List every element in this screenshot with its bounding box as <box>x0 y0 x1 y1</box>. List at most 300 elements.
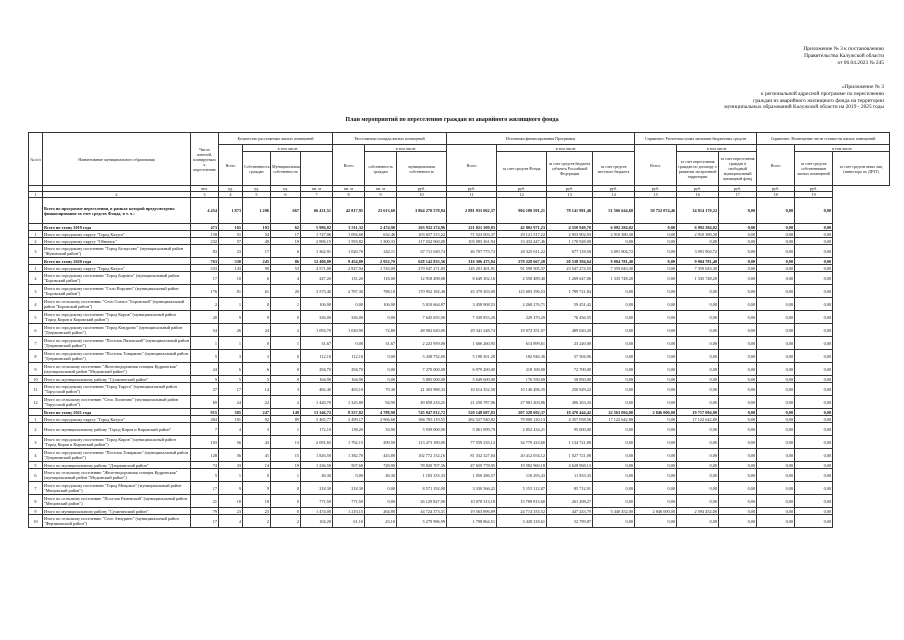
municipality-name: Итого по городскому поселению "Город Киров" (муниципальный район "Город Киров и Кировский район") <box>43 436 191 449</box>
value-cell: 0,00 <box>757 198 795 224</box>
value-cell: 5 440 452,00 <box>593 508 635 515</box>
value-cell: 7 359 043,30 <box>593 265 635 272</box>
value-cell: 0,00 <box>719 436 757 449</box>
municipality-name: Итого по муниципальному району "Сухиничский район" <box>43 376 191 383</box>
value-cell: 5 061 899,79 <box>447 423 497 436</box>
value-cell: 158 <box>191 231 219 238</box>
value-cell: 0,00 <box>757 376 795 383</box>
value-cell: 23 547 274,55 <box>547 265 593 272</box>
value-cell: 8 571 192,00 <box>397 482 447 495</box>
value-cell: 103 083 361,94 <box>447 238 497 245</box>
value-cell: 1 020,70 <box>333 245 365 258</box>
value-cell: 0,00 <box>593 396 635 409</box>
value-cell: 43,10 <box>365 515 397 528</box>
value-cell: 2 <box>191 298 219 311</box>
column-number-cell: 5 <box>243 192 271 198</box>
value-cell: 0,00 <box>635 324 677 337</box>
table-row <box>29 482 890 495</box>
value-cell: 0,00 <box>677 337 719 350</box>
value-cell: 164,90 <box>333 376 365 383</box>
value-cell: 0,00 <box>593 383 635 396</box>
value-cell: 0,00 <box>757 298 795 311</box>
value-cell: 299,50 <box>365 436 397 449</box>
value-cell: 5 986,82 <box>301 224 333 231</box>
value-cell: 10 614 352,58 <box>447 383 497 396</box>
units-cell: руб. <box>795 186 833 192</box>
value-cell: 0,00 <box>365 482 397 495</box>
value-cell: 0,00 <box>757 363 795 376</box>
table-row <box>29 231 890 238</box>
row-number: 9 <box>29 508 43 515</box>
value-cell: 0,00 <box>757 272 795 285</box>
value-cell: 0,00 <box>757 462 795 469</box>
value-cell: 0,00 <box>635 231 677 238</box>
table-row <box>29 409 890 416</box>
municipality-name: Итого по муниципальному району "Дзержинский район" <box>43 462 191 469</box>
value-cell: 143 <box>219 265 243 272</box>
value-cell: 1 <box>219 337 243 350</box>
value-cell: 2 <box>271 396 301 409</box>
value-cell: 0,00 <box>757 350 795 363</box>
value-cell: 181 <box>219 416 243 423</box>
table-row <box>29 515 890 528</box>
value-cell: 20 325 611,22 <box>497 245 547 258</box>
table-row <box>29 324 890 337</box>
value-cell: 78 141 981,46 <box>547 198 593 224</box>
value-cell: 19 <box>271 462 301 469</box>
value-cell: 263 932 274,96 <box>397 224 447 231</box>
column-number-cell: 3 <box>191 192 219 198</box>
value-cell: 0,00 <box>795 462 833 469</box>
value-cell: 20 <box>271 285 301 298</box>
municipality-name: Итого по сельскому поселению "Село Лопатино" (муниципальный район "Тарусский район") <box>43 396 191 409</box>
value-cell: 0,00 <box>795 198 833 224</box>
value-cell: 247,20 <box>301 272 333 285</box>
row-number <box>29 258 43 265</box>
value-cell: 1 020,90 <box>333 324 365 337</box>
value-cell: 2 223 959,00 <box>397 337 447 350</box>
municipality-name: Итого по сельскому поселению "Село Совхоз "Боровский" (муниципальный район "Боровский район") <box>43 298 191 311</box>
table-body <box>29 198 890 528</box>
col-header-econ-contract: за счет переселения граждан по договору о развитии застроенной территории <box>677 152 719 186</box>
value-cell: 23 613,60 <box>365 198 397 224</box>
value-cell: 6 <box>243 272 271 285</box>
value-cell: 2 846 000,00 <box>635 409 677 416</box>
value-cell: 0,00 <box>719 311 757 324</box>
col-incl-rooms: в том числе <box>243 145 333 152</box>
value-cell: 0,00 <box>719 337 757 350</box>
value-cell: 0,00 <box>677 376 719 383</box>
municipality-name: Итого по городскому поселению "Поселок Товарково" (муниципальный район "Дзержинский район") <box>43 350 191 363</box>
col-group-rooms: Количество расселяемых жилых помещений <box>219 133 333 145</box>
value-cell: 232 <box>191 238 219 245</box>
value-cell: 0,00 <box>593 495 635 508</box>
row-number: 1 <box>29 231 43 238</box>
value-cell: 62 <box>271 224 301 231</box>
col-header-people: Число жителей, планируемых к переселению <box>191 133 219 186</box>
value-cell: 0,00 <box>677 436 719 449</box>
col-header-area-municipal: муниципальная собственность <box>397 152 447 186</box>
value-cell: 21 250 787,96 <box>447 396 497 409</box>
row-number: 6 <box>29 324 43 337</box>
units-cell: чел. <box>191 186 219 192</box>
units-cell: кв. м <box>301 186 333 192</box>
value-cell: 29 121 517,22 <box>497 231 547 238</box>
value-cell: 0,00 <box>719 231 757 238</box>
value-cell: 1 593,82 <box>333 238 365 245</box>
value-cell: 2 846 000,00 <box>635 508 677 515</box>
value-cell: 19 <box>271 238 301 245</box>
value-cell: 0 <box>243 298 271 311</box>
value-cell: 1 093,70 <box>301 324 333 337</box>
units-cell: кв. м <box>333 186 365 192</box>
row-number: 4 <box>29 449 43 462</box>
value-cell: 0,00 <box>593 311 635 324</box>
value-cell: 145 201 401,91 <box>447 265 497 272</box>
value-cell: 17 122 642,80 <box>677 416 719 423</box>
value-cell: 27 <box>191 383 219 396</box>
value-cell: 92 <box>243 416 271 423</box>
table-row <box>29 258 890 265</box>
value-cell: 17 <box>191 515 219 528</box>
value-cell: 18 <box>219 495 243 508</box>
value-cell: 0,00 <box>757 396 795 409</box>
municipality-name: Итого по городскому округу "Город Калуга" <box>43 265 191 272</box>
value-cell: 6 092 284,02 <box>593 224 635 231</box>
value-cell: 3 428 318,61 <box>497 515 547 528</box>
value-cell: 13 346,72 <box>301 409 333 416</box>
value-cell: 473 <box>191 224 219 231</box>
value-cell: 628 142 835,36 <box>397 258 447 265</box>
table-row <box>29 469 890 482</box>
value-cell: 0,00 <box>333 337 365 350</box>
value-cell: 4 571,00 <box>301 265 333 272</box>
municipality-name: Всего по программе переселения, в рамках которой предусмотрено финансирование за счет средств Фонда, в т. ч.: <box>43 198 191 224</box>
value-cell: 85 712,91 <box>547 482 593 495</box>
value-cell: 31,67 <box>301 337 333 350</box>
table-row <box>29 198 890 224</box>
units-cell: ед. <box>219 186 243 192</box>
value-cell: 11 833,33 <box>547 469 593 482</box>
value-cell: 0,00 <box>795 298 833 311</box>
value-cell: 0,00 <box>795 224 833 231</box>
value-cell: 164,90 <box>301 376 333 383</box>
value-cell: 69 <box>191 396 219 409</box>
value-cell: 23 240,00 <box>547 337 593 350</box>
value-cell: 26 129 827,00 <box>397 495 447 508</box>
value-cell: 22 <box>243 396 271 409</box>
table-row <box>29 238 890 245</box>
column-number-cell: 14 <box>593 192 635 198</box>
table-row <box>29 396 890 409</box>
value-cell: 0,00 <box>593 285 635 298</box>
value-cell: 0,00 <box>593 469 635 482</box>
col-group-economy: Справочно: Расчетная сумма экономии бюджетных средств <box>635 133 757 145</box>
value-cell: 106,90 <box>301 298 333 311</box>
value-cell: 1 027 721,00 <box>547 449 593 462</box>
value-cell: 10 078 313,18 <box>447 495 497 508</box>
value-cell: 218,30 <box>301 482 333 495</box>
col-group-compensation: Справочно: Возмещение части стоимости жилых помещений <box>757 133 890 145</box>
value-cell: 0,00 <box>677 396 719 409</box>
value-cell: 7 <box>191 423 219 436</box>
value-cell: 294,70 <box>301 363 333 376</box>
value-cell: 19 072 351,07 <box>497 324 547 337</box>
value-cell: 9 454,80 <box>333 258 365 265</box>
value-cell: 51 566 644,68 <box>593 198 635 224</box>
value-cell: 17 <box>219 383 243 396</box>
value-cell: 342,11 <box>365 245 397 258</box>
value-cell: 57 <box>219 238 243 245</box>
value-cell: 0,00 <box>333 298 365 311</box>
value-cell: 0,00 <box>795 238 833 245</box>
value-cell: 218 100,00 <box>497 363 547 376</box>
value-cell: 14 <box>243 462 271 469</box>
municipality-name: Итого по городскому поселению "Село Ворсино" (муниципальный район "Боровский район") <box>43 285 191 298</box>
value-cell: 250 929,22 <box>547 383 593 396</box>
value-cell: 0,00 <box>795 231 833 238</box>
value-cell: 1 <box>219 469 243 482</box>
value-cell: 7 270 000,00 <box>397 363 447 376</box>
value-cell: 0,00 <box>593 462 635 469</box>
value-cell: 0,00 <box>719 265 757 272</box>
value-cell: 0,00 <box>677 469 719 482</box>
table-row <box>29 449 890 462</box>
value-cell: 0,00 <box>365 495 397 508</box>
value-cell: 79 900 120,13 <box>497 416 547 423</box>
value-cell: 72 700,00 <box>547 363 593 376</box>
value-cell: 279 228 667,28 <box>497 258 547 265</box>
value-cell: 5 <box>191 469 219 482</box>
value-cell: 0,00 <box>795 245 833 258</box>
col-incl-area: в том числе <box>365 145 447 152</box>
decree-line-2: Правительства Калужской области <box>804 52 884 59</box>
municipality-name: Итого по сельскому поселению "Железнодорожная станция Кудринская" (муниципальный район "Медынский район") <box>43 363 191 376</box>
value-cell: 0,00 <box>635 462 677 469</box>
municipality-name: Всего по этапу 2019 года <box>43 224 191 231</box>
value-cell: 5 <box>191 350 219 363</box>
col-header-area-citizens: собственность граждан <box>365 152 397 186</box>
value-cell: 1 335 748,20 <box>677 272 719 285</box>
value-cell: 0,00 <box>757 265 795 272</box>
table-row <box>29 298 890 311</box>
value-cell: 17 <box>191 482 219 495</box>
municipality-name: Итого по городскому поселению "Город Кондрово" (муниципальный район "Дзержинский район") <box>43 324 191 337</box>
value-cell: 0,00 <box>757 469 795 482</box>
value-cell: 172,10 <box>301 423 333 436</box>
value-cell: 19 717 094,00 <box>677 409 719 416</box>
resettlement-plan-table <box>28 132 890 528</box>
row-number: 2 <box>29 423 43 436</box>
value-cell: 0,00 <box>757 515 795 528</box>
value-cell: 0,00 <box>677 482 719 495</box>
value-cell: 117 032 960,00 <box>397 238 447 245</box>
municipality-name: Итого по муниципальному району "Сухиничский район" <box>43 508 191 515</box>
value-cell: 0,00 <box>757 285 795 298</box>
row-number: 10 <box>29 376 43 383</box>
value-cell: 1 382,70 <box>333 449 365 462</box>
units-cell: руб. <box>497 186 547 192</box>
value-cell: 9 <box>243 311 271 324</box>
municipality-name: Итого по муниципальному району "Город Киров и Кировский район" <box>43 423 191 436</box>
row-number <box>29 224 43 231</box>
value-cell: 1 183 333,33 <box>397 469 447 482</box>
value-cell: 24 714 333,52 <box>497 508 547 515</box>
decree-line-1: Приложение № 3 к постановлению <box>803 46 884 52</box>
value-cell: 24 <box>191 363 219 376</box>
col-incl-fin: в том числе <box>497 145 635 152</box>
value-cell: 0,00 <box>719 258 757 265</box>
row-number <box>29 409 43 416</box>
units-cell: руб. <box>757 186 795 192</box>
value-cell: 13 <box>271 436 301 449</box>
units-cell: руб. <box>719 186 757 192</box>
value-cell: 1 325,80 <box>333 396 365 409</box>
value-cell: 0,00 <box>719 376 757 383</box>
row-number: 11 <box>29 383 43 396</box>
value-cell: 56 <box>219 449 243 462</box>
value-cell: 6 <box>243 363 271 376</box>
value-cell: 1 210,15 <box>333 508 365 515</box>
value-cell: 79,30 <box>365 383 397 396</box>
value-cell: 2 091,65 <box>301 436 333 449</box>
value-cell: 1 206 <box>243 198 271 224</box>
value-cell: 1 362,91 <box>301 245 333 258</box>
value-cell: 83 <box>191 245 219 258</box>
value-cell: 0,00 <box>635 350 677 363</box>
value-cell: 9 <box>219 482 243 495</box>
table-row <box>29 423 890 436</box>
value-cell: 3 091 904,72 <box>593 245 635 258</box>
value-cell: 0,00 <box>635 298 677 311</box>
value-cell: 128 <box>191 449 219 462</box>
value-cell: 0,00 <box>757 224 795 231</box>
value-cell: 46 707 775,72 <box>447 245 497 258</box>
value-cell: 17 <box>191 272 219 285</box>
value-cell: 4 357 058,56 <box>547 416 593 423</box>
value-cell: 33,90 <box>365 423 397 436</box>
value-cell: 0,00 <box>719 238 757 245</box>
row-number: 3 <box>29 245 43 258</box>
municipality-name: Итого по городскому поселению "Поселок Товарково" (муниципальный район "Дзержинский район") <box>43 449 191 462</box>
value-cell: 42 817,95 <box>333 198 365 224</box>
value-cell: 20 412 054,12 <box>497 449 547 462</box>
units-cell: кв. м <box>365 186 397 192</box>
value-cell: 0,00 <box>635 423 677 436</box>
value-cell: 0,00 <box>795 409 833 416</box>
value-cell: 1 300,33 <box>365 238 397 245</box>
appendix-line-3: граждан из аварийного жилищного фонда на территории <box>753 97 884 104</box>
table-row <box>29 245 890 258</box>
value-cell: 0,00 <box>795 272 833 285</box>
value-cell: 1 743,09 <box>365 265 397 272</box>
value-cell: 0,00 <box>635 363 677 376</box>
value-cell: 0,00 <box>757 508 795 515</box>
value-cell: 67 711 049,74 <box>397 245 447 258</box>
value-cell: 763 <box>191 258 219 265</box>
value-cell: 0,00 <box>365 376 397 383</box>
municipality-name: Итого по городскому округу "Город Калуга" <box>43 416 191 423</box>
value-cell: 0 <box>243 337 271 350</box>
value-cell: 0,00 <box>795 285 833 298</box>
value-cell: 245 <box>243 258 271 265</box>
value-cell: 103 <box>191 436 219 449</box>
value-cell: 48,30 <box>301 469 333 482</box>
value-cell: 0,00 <box>677 238 719 245</box>
value-cell: 0,00 <box>757 245 795 258</box>
value-cell: 3 <box>219 350 243 363</box>
value-cell: 0,00 <box>719 285 757 298</box>
value-cell: 59 451,42 <box>547 298 593 311</box>
column-number-cell: 13 <box>547 192 593 198</box>
table-row <box>29 416 890 423</box>
municipality-name: Итого по городскому поселению "Город Боровск" (муниципальный район "Боровский район") <box>43 272 191 285</box>
value-cell: 0,00 <box>757 231 795 238</box>
value-cell: 0,00 <box>757 258 795 265</box>
col-header-econ-total: Всего: <box>635 145 677 186</box>
value-cell: 1 <box>191 337 219 350</box>
value-cell: 2 910 380,30 <box>677 231 719 238</box>
value-cell: 0,00 <box>719 449 757 462</box>
value-cell: 4 <box>219 515 243 528</box>
municipality-name: Итого по городскому округу "Город Калуга" <box>43 231 191 238</box>
value-cell: 0,00 <box>719 508 757 515</box>
value-cell: 0,00 <box>677 350 719 363</box>
value-cell: 2 558 489,40 <box>497 272 547 285</box>
value-cell: 7 339 853,20 <box>447 311 497 324</box>
value-cell: 0,00 <box>795 324 833 337</box>
document-title: План мероприятий по переселению граждан из аварийного жилищного фонда <box>345 117 559 123</box>
value-cell: 2 827,94 <box>333 265 365 272</box>
value-cell: 71 523 003,37 <box>447 231 497 238</box>
value-cell: 9 004 781,40 <box>677 258 719 265</box>
value-cell: 9 004 781,40 <box>593 258 635 265</box>
value-cell: 0,00 <box>757 449 795 462</box>
value-cell: 1 050 286,57 <box>447 469 497 482</box>
value-cell: 9 <box>219 311 243 324</box>
value-cell: 0,00 <box>719 350 757 363</box>
value-cell: 0,00 <box>635 337 677 350</box>
value-cell: 2 881 933 062,37 <box>447 198 497 224</box>
value-cell: 0,00 <box>635 383 677 396</box>
value-cell: 667 <box>271 198 301 224</box>
units-cell: руб. <box>635 186 677 192</box>
value-cell: 0,00 <box>795 258 833 265</box>
units-cell: руб. <box>677 186 719 192</box>
value-cell: 0,00 <box>719 324 757 337</box>
value-cell: 138,20 <box>333 423 365 436</box>
table-row <box>29 265 890 272</box>
col-incl-comp: в том числе <box>795 145 890 152</box>
value-cell: 0,00 <box>719 224 757 231</box>
value-cell: 0,00 <box>635 482 677 495</box>
value-cell: 5 810 664,87 <box>397 298 447 311</box>
value-cell: 57 504,96 <box>547 350 593 363</box>
value-cell: 8 557,82 <box>333 409 365 416</box>
value-cell: 0,00 <box>635 265 677 272</box>
col-header-fin-region: за счет средств бюджета субъекта Российской Федерации <box>547 152 593 186</box>
value-cell: 47 659 778,95 <box>447 462 497 469</box>
col-header-rooms-spacer <box>301 152 333 186</box>
value-cell: 0,00 <box>635 449 677 462</box>
value-cell: 42 002 971,23 <box>497 224 547 231</box>
column-number-cell: 1 <box>29 192 43 198</box>
value-cell: 0,00 <box>677 462 719 469</box>
row-number: 1 <box>29 265 43 272</box>
value-cell: 0,00 <box>635 285 677 298</box>
value-cell: 19 582 960,18 <box>497 462 547 469</box>
value-cell: 221 021 309,83 <box>447 224 497 231</box>
